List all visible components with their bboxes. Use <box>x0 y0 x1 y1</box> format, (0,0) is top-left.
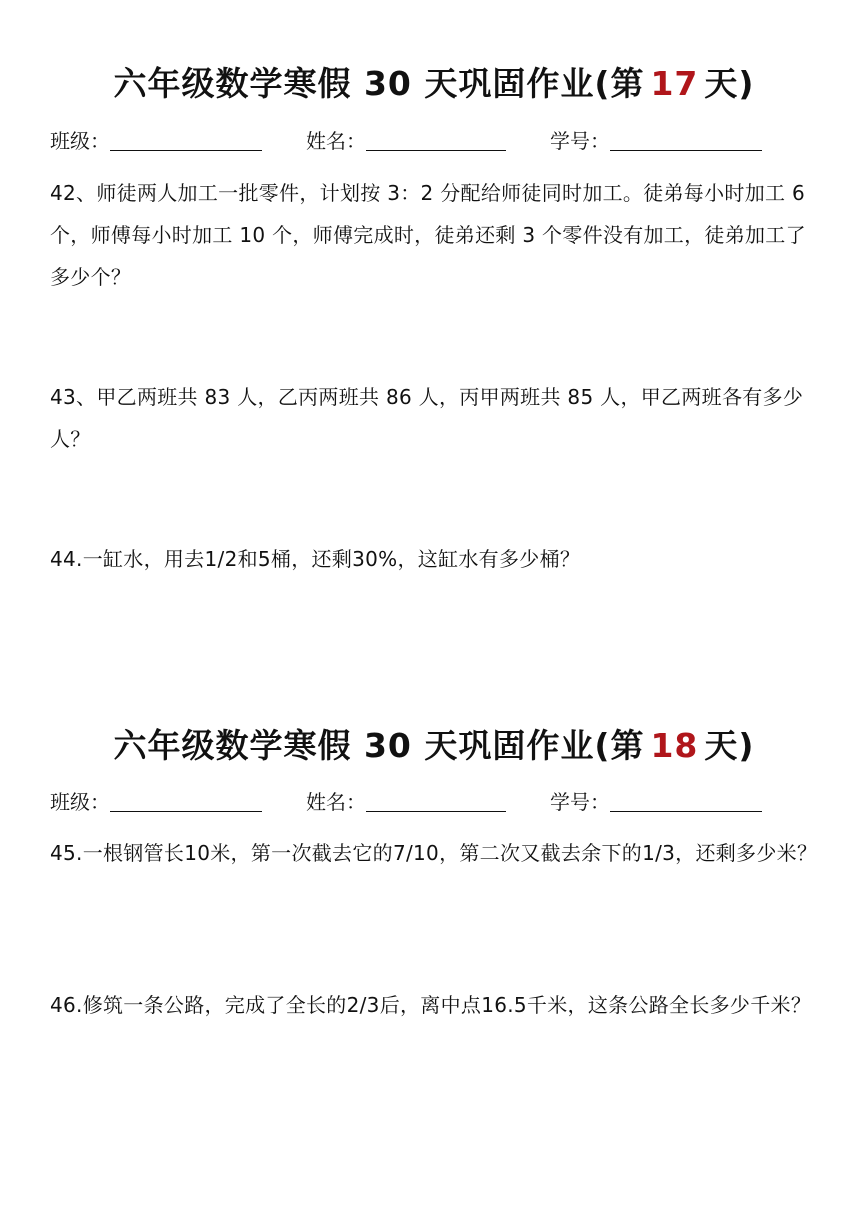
class-blank[interactable] <box>110 791 262 812</box>
class-field[interactable] <box>50 126 262 156</box>
class-label: 班级： <box>50 790 110 814</box>
class-field[interactable] <box>50 787 262 817</box>
question-43: 43、甲乙两班共 83 人，乙丙两班共 86 人，丙甲两班共 85 人，甲乙两班各有多少人？ <box>50 385 804 451</box>
question-46: 46.修筑一条公路，完成了全长的2/3后，离中点16.5千米，这条公路全长多少千米？ <box>50 993 812 1017</box>
name-blank[interactable] <box>366 791 506 812</box>
id-field[interactable] <box>550 787 762 817</box>
question-42: 42、师徒两人加工一批零件，计划按 3：2 分配给师徒同时加工。徒弟每小时加工 6 个，师傅每小时加工 10 个，师傅完成时，徒弟还剩 3 个零件没有加工，徒弟加工了多少个？ <box>50 181 806 289</box>
id-blank[interactable] <box>610 791 762 812</box>
id-label: 学号： <box>550 790 610 814</box>
id-field[interactable] <box>550 126 762 156</box>
id-label: 学号： <box>550 129 610 153</box>
page-title-day18 <box>0 726 868 766</box>
student-info-row-day17 <box>50 126 830 156</box>
day-number: 18 <box>650 726 699 765</box>
name-blank[interactable] <box>366 130 506 151</box>
question-45: 45.一根钢管长10米，第一次截去它的7/10，第二次又截去余下的1/3，还剩多少米？ <box>50 841 818 865</box>
page-title-day17 <box>0 64 868 104</box>
title-suffix: 天) <box>704 726 755 765</box>
class-label: 班级： <box>50 129 110 153</box>
question-44: 44.一缸水，用去1/2和5桶，还剩30%，这缸水有多少桶？ <box>50 547 581 571</box>
name-label: 姓名： <box>306 129 366 153</box>
name-field[interactable] <box>306 787 506 817</box>
name-label: 姓名： <box>306 790 366 814</box>
name-field[interactable] <box>306 126 506 156</box>
title-prefix: 六年级数学寒假 30 天巩固作业(第 <box>113 64 645 103</box>
day-number: 17 <box>650 64 699 103</box>
title-prefix: 六年级数学寒假 30 天巩固作业(第 <box>113 726 645 765</box>
student-info-row-day18 <box>50 787 830 817</box>
id-blank[interactable] <box>610 130 762 151</box>
title-suffix: 天) <box>704 64 755 103</box>
class-blank[interactable] <box>110 130 262 151</box>
